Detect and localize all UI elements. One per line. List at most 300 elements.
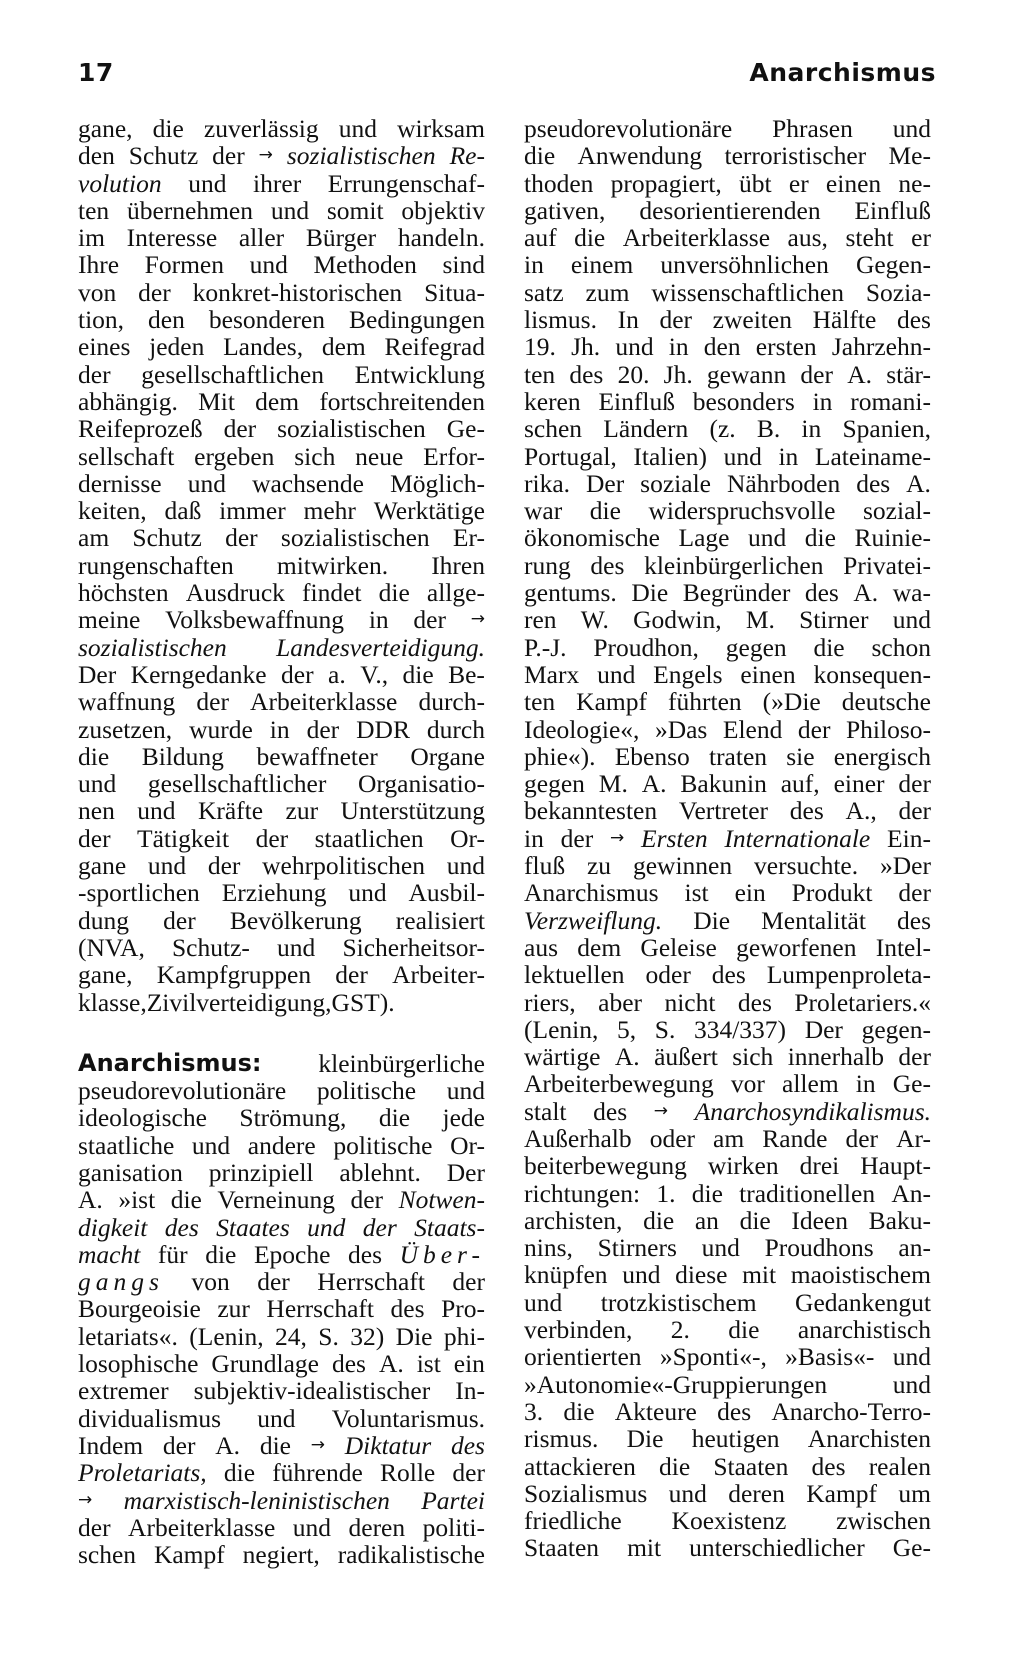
word: ideologische bbox=[78, 1103, 207, 1133]
word: richtungen: bbox=[524, 1178, 641, 1208]
word: wissenschaftlichen bbox=[651, 277, 844, 307]
text-line bbox=[78, 333, 485, 360]
word: P.-J. bbox=[524, 632, 567, 662]
running-title: Anarchismus bbox=[749, 58, 936, 87]
word: A., bbox=[845, 796, 877, 826]
word: Methoden bbox=[313, 250, 417, 280]
word: besonders bbox=[692, 386, 795, 416]
word: bewaffneter bbox=[256, 741, 378, 771]
word: und bbox=[187, 468, 226, 498]
text-line bbox=[78, 1459, 485, 1486]
word: in bbox=[778, 441, 799, 471]
word: (z. bbox=[709, 414, 736, 444]
word: somit bbox=[326, 195, 384, 225]
word: der bbox=[138, 277, 171, 307]
word: B. bbox=[756, 414, 781, 444]
word: schen bbox=[78, 1540, 137, 1570]
word: mit bbox=[627, 1533, 662, 1563]
word: (Lenin, bbox=[189, 1321, 264, 1351]
text-line bbox=[78, 197, 485, 224]
word: des bbox=[737, 987, 772, 1017]
word: Hälfte bbox=[812, 305, 877, 335]
word: widerspruchsvolle bbox=[648, 496, 836, 526]
word: In bbox=[617, 305, 639, 335]
word: daß bbox=[164, 496, 202, 526]
word: Bedingungen bbox=[349, 305, 485, 335]
word: der bbox=[898, 878, 931, 908]
text-line bbox=[78, 879, 485, 906]
word: Ideologie«, bbox=[524, 714, 640, 744]
word: schon bbox=[871, 632, 931, 662]
word: führten bbox=[668, 687, 742, 717]
word: Epoche bbox=[253, 1239, 331, 1269]
text-line bbox=[78, 1159, 485, 1186]
word: volution bbox=[78, 168, 162, 198]
word: und bbox=[249, 250, 288, 280]
word: Anarchismus bbox=[524, 878, 659, 908]
word: der bbox=[659, 305, 693, 335]
word: Begründer bbox=[682, 578, 791, 608]
word: Herrschaft bbox=[317, 1267, 425, 1297]
word: orientierten bbox=[524, 1342, 642, 1372]
word: Staats- bbox=[414, 1212, 485, 1242]
word: dem bbox=[577, 932, 622, 962]
word: macht bbox=[78, 1239, 141, 1269]
word: Die bbox=[395, 1321, 433, 1351]
text-line bbox=[524, 1016, 931, 1043]
word: Ausbil- bbox=[408, 878, 485, 908]
word: und bbox=[338, 114, 378, 143]
word: unterschiedlicher bbox=[689, 1533, 865, 1563]
word: die bbox=[563, 1396, 595, 1426]
word: wehrpolitischen bbox=[262, 851, 425, 881]
word: in bbox=[801, 414, 822, 444]
text-line bbox=[78, 306, 485, 333]
text-line bbox=[524, 797, 931, 824]
word: subjektiv-idealistischer bbox=[193, 1376, 431, 1406]
word: Arbeiterklasse bbox=[622, 223, 771, 253]
word: gegen- bbox=[861, 1014, 931, 1044]
word: 20. bbox=[617, 359, 650, 389]
word: aus bbox=[524, 932, 558, 962]
word: Situa- bbox=[424, 277, 485, 307]
word: A. bbox=[641, 769, 667, 799]
word: des bbox=[590, 550, 625, 580]
word: und bbox=[446, 1076, 485, 1106]
word: a. bbox=[328, 659, 346, 689]
word: eines bbox=[78, 332, 131, 362]
word: politi- bbox=[422, 1512, 485, 1542]
word: Entwicklung bbox=[354, 359, 485, 389]
word: staatlichen bbox=[314, 823, 424, 853]
word: Schutz bbox=[128, 141, 199, 171]
word: politische bbox=[333, 1130, 433, 1160]
text-line bbox=[78, 1323, 485, 1350]
word: allem bbox=[782, 1069, 839, 1099]
word: Arbeiter- bbox=[392, 960, 485, 990]
word: rismus. bbox=[524, 1424, 599, 1454]
word: trotzkistischem bbox=[600, 1287, 757, 1317]
text-line bbox=[78, 415, 485, 442]
text-line bbox=[78, 743, 485, 770]
word: A. bbox=[215, 1430, 241, 1460]
word: in bbox=[368, 605, 389, 635]
word: dernisse bbox=[78, 468, 162, 498]
text-line bbox=[78, 251, 485, 278]
text-line bbox=[524, 524, 931, 551]
text-line bbox=[524, 1425, 931, 1452]
word: »Autonomie«-Gruppierungen bbox=[524, 1369, 828, 1399]
word: verbinden, bbox=[524, 1315, 633, 1345]
word: A. bbox=[614, 1042, 640, 1072]
word: nins, bbox=[524, 1233, 573, 1263]
word: den bbox=[78, 141, 115, 171]
word: 19. bbox=[524, 332, 556, 362]
text-line bbox=[524, 606, 931, 633]
cross-reference-arrow: → bbox=[310, 1434, 325, 1455]
word: 1. bbox=[656, 1178, 676, 1208]
text-line bbox=[78, 1432, 485, 1459]
word: satz bbox=[524, 277, 564, 307]
word: Errungenschaf- bbox=[327, 168, 485, 198]
word: der bbox=[452, 1458, 485, 1488]
text-line bbox=[524, 879, 931, 906]
word: Ar- bbox=[896, 1123, 931, 1153]
word: losophische bbox=[78, 1349, 199, 1379]
word: die bbox=[643, 1205, 675, 1235]
word: mitwirken. bbox=[276, 550, 389, 580]
word: keiten, bbox=[78, 496, 147, 526]
word: die bbox=[378, 578, 410, 608]
word: ganisation bbox=[78, 1157, 183, 1187]
word: der bbox=[207, 851, 241, 881]
text-line bbox=[524, 470, 931, 497]
word: »Basis«- bbox=[785, 1342, 875, 1372]
word: die bbox=[378, 1103, 411, 1133]
word: die bbox=[259, 1430, 291, 1460]
word: wirksam bbox=[397, 114, 485, 143]
word: terroristischer bbox=[724, 141, 867, 171]
word: handeln. bbox=[397, 223, 485, 253]
text-line bbox=[78, 1487, 485, 1514]
word: rungenschaften bbox=[78, 550, 234, 580]
word: Staaten bbox=[713, 1451, 789, 1481]
word: Proudhon, bbox=[593, 632, 699, 662]
word: dung bbox=[78, 905, 129, 935]
word: oder bbox=[649, 1123, 695, 1153]
cross-reference-arrow: → bbox=[653, 1100, 669, 1121]
word: ein bbox=[453, 1349, 485, 1379]
word: thoden bbox=[524, 168, 594, 198]
word: A. bbox=[853, 578, 879, 608]
word: Der bbox=[446, 1157, 485, 1187]
paragraph-gap bbox=[78, 1016, 485, 1050]
text-line bbox=[524, 1453, 931, 1480]
word: der bbox=[162, 1430, 196, 1460]
cross-reference-arrow: → bbox=[470, 609, 485, 630]
word: Or- bbox=[450, 823, 485, 853]
word: und bbox=[270, 195, 310, 225]
word: und bbox=[748, 523, 787, 553]
word: Indem bbox=[78, 1430, 144, 1460]
word: Bildung bbox=[141, 741, 224, 771]
word: der bbox=[78, 1512, 111, 1542]
word: die bbox=[152, 114, 184, 143]
word: der bbox=[898, 1042, 931, 1072]
word: und bbox=[277, 932, 316, 962]
word: wa- bbox=[892, 578, 931, 608]
word: des bbox=[717, 1396, 752, 1426]
text-line bbox=[524, 688, 931, 715]
word: und bbox=[292, 1512, 332, 1542]
text-line bbox=[78, 934, 485, 961]
word: politische bbox=[316, 1076, 417, 1106]
word: drei bbox=[799, 1151, 840, 1181]
word: lektuellen bbox=[524, 960, 625, 990]
word: der bbox=[845, 1123, 879, 1153]
word: sozialistischen bbox=[286, 141, 436, 171]
word: realen bbox=[868, 1451, 931, 1481]
word: des bbox=[390, 1294, 425, 1324]
text-line bbox=[78, 170, 485, 197]
word: der bbox=[452, 1267, 485, 1297]
word: die bbox=[223, 1458, 256, 1488]
word: 5, bbox=[617, 1014, 637, 1044]
word: wirken bbox=[707, 1151, 779, 1181]
text-line bbox=[524, 361, 931, 388]
word: ten bbox=[524, 359, 556, 389]
word: (»Die bbox=[762, 687, 821, 717]
word: Kampf bbox=[153, 1540, 225, 1570]
word: Die bbox=[626, 1424, 664, 1454]
word: realisiert bbox=[395, 905, 485, 935]
word: 32) bbox=[350, 1321, 385, 1351]
word: der bbox=[225, 523, 258, 553]
word: heutigen bbox=[691, 1424, 780, 1454]
word: Unterstützung bbox=[340, 796, 485, 826]
word: extremer bbox=[78, 1376, 169, 1406]
word: die bbox=[524, 141, 556, 171]
word: in bbox=[524, 823, 544, 853]
word: sozialistischen bbox=[78, 632, 227, 662]
word: Jh. bbox=[571, 332, 601, 362]
word: mit bbox=[742, 1260, 777, 1290]
word: Koexistenz bbox=[671, 1506, 787, 1536]
cross-reference-arrow: → bbox=[78, 1489, 93, 1510]
word: Verzweiflung. bbox=[524, 905, 663, 935]
word: (Lenin, bbox=[524, 1014, 599, 1044]
word: »Sponti«-, bbox=[659, 1342, 767, 1372]
word: am bbox=[78, 523, 110, 553]
text-line bbox=[524, 1371, 931, 1398]
word: zwischen bbox=[836, 1506, 931, 1536]
word: ist bbox=[416, 1349, 441, 1379]
word: die bbox=[78, 741, 110, 771]
word: Bürger bbox=[305, 223, 377, 253]
word: der bbox=[413, 605, 446, 635]
text-line bbox=[524, 934, 931, 961]
text-line bbox=[78, 1514, 485, 1541]
word: GST). bbox=[331, 987, 395, 1017]
word: Gegen- bbox=[855, 250, 931, 280]
word: sozial- bbox=[863, 496, 931, 526]
word: und bbox=[615, 332, 654, 362]
word: Be- bbox=[448, 659, 485, 689]
text-line bbox=[78, 961, 485, 988]
word: im bbox=[78, 223, 105, 253]
word: des bbox=[897, 905, 931, 935]
word: einen bbox=[740, 659, 796, 689]
text-line bbox=[524, 115, 931, 142]
text-line bbox=[524, 1261, 931, 1288]
word: Sozialismus bbox=[524, 1478, 648, 1508]
text-line bbox=[78, 1241, 485, 1268]
word: A. bbox=[378, 1349, 404, 1379]
word: Anarcho-Terro- bbox=[771, 1396, 931, 1426]
word: zur bbox=[285, 796, 319, 826]
text-line bbox=[524, 388, 931, 415]
word: kleinbürgerliche bbox=[318, 1048, 485, 1078]
text-line bbox=[78, 989, 485, 1016]
word: um bbox=[898, 1478, 931, 1508]
word: An- bbox=[891, 1178, 931, 1208]
word: gesellschaftlicher bbox=[147, 769, 327, 799]
running-head bbox=[78, 58, 936, 87]
word: Mit bbox=[198, 386, 235, 416]
word: maoistischem bbox=[790, 1260, 931, 1290]
text-line bbox=[78, 606, 485, 633]
text-line bbox=[524, 251, 931, 278]
word: Re- bbox=[449, 141, 485, 171]
left-column bbox=[78, 115, 485, 1568]
word: Akteure bbox=[614, 1396, 697, 1426]
word: steht bbox=[845, 223, 894, 253]
word: Landesverteidigung. bbox=[276, 632, 485, 662]
word: und bbox=[307, 1212, 346, 1242]
word: übt bbox=[739, 168, 772, 198]
text-line bbox=[524, 1507, 931, 1534]
text-line bbox=[524, 1316, 931, 1343]
word: zuverlässig bbox=[203, 114, 319, 143]
text-line bbox=[524, 770, 931, 797]
word: und bbox=[597, 659, 636, 689]
word: Elend bbox=[722, 714, 783, 744]
word: stär- bbox=[886, 359, 931, 389]
word: Or- bbox=[450, 1130, 485, 1160]
word: auf bbox=[524, 223, 557, 253]
word: letariats«. bbox=[78, 1321, 178, 1351]
word: des bbox=[811, 1451, 846, 1481]
word: dem bbox=[255, 386, 300, 416]
word: ten bbox=[524, 687, 556, 717]
word: gane, bbox=[78, 960, 133, 990]
word: Grundlage bbox=[211, 1349, 320, 1379]
text-line bbox=[78, 907, 485, 934]
word: den bbox=[148, 305, 185, 335]
word: der bbox=[898, 796, 931, 826]
word: prinzipiell bbox=[208, 1157, 314, 1187]
text-line bbox=[524, 1180, 931, 1207]
word: Kampf bbox=[576, 687, 647, 717]
text-line bbox=[524, 1343, 931, 1370]
text-line bbox=[524, 333, 931, 360]
word: Kräfte bbox=[197, 796, 264, 826]
word: Lateiname- bbox=[814, 441, 931, 471]
word: und bbox=[147, 851, 187, 881]
word: Phrasen bbox=[772, 114, 853, 143]
text-line bbox=[78, 1214, 485, 1241]
word: Verneinung bbox=[217, 1185, 335, 1215]
word: Anwendung bbox=[577, 141, 703, 171]
word: wurde bbox=[189, 714, 253, 744]
word: Interesse bbox=[126, 223, 218, 253]
word: meine bbox=[78, 605, 141, 635]
word: Ihren bbox=[431, 550, 485, 580]
word: »Das bbox=[654, 714, 708, 744]
word: und bbox=[348, 878, 387, 908]
word: der bbox=[196, 687, 229, 717]
word: Herrschaft bbox=[266, 1294, 375, 1324]
word: gewinnen bbox=[632, 851, 733, 881]
word: nen bbox=[78, 796, 115, 826]
text-line bbox=[524, 279, 931, 306]
word: gewann bbox=[706, 359, 787, 389]
text-line bbox=[524, 1480, 931, 1507]
word: durch bbox=[426, 714, 485, 744]
word: jeden bbox=[149, 332, 205, 362]
word: fluß bbox=[524, 851, 566, 881]
word: unversöhnlichen bbox=[660, 250, 829, 280]
word: zweiten bbox=[712, 305, 792, 335]
word: andere bbox=[247, 1130, 316, 1160]
word: und bbox=[446, 851, 485, 881]
word: digkeit bbox=[78, 1212, 148, 1242]
word: Engels bbox=[653, 659, 723, 689]
word: Italien) bbox=[633, 441, 708, 471]
text-line bbox=[524, 224, 931, 251]
text-line bbox=[524, 579, 931, 606]
word: gane, bbox=[78, 114, 133, 143]
word: und bbox=[723, 441, 762, 471]
text-line bbox=[78, 1104, 485, 1131]
word: attackieren bbox=[524, 1451, 636, 1481]
word: Der bbox=[78, 659, 117, 689]
word: klasse, bbox=[78, 987, 147, 1017]
text-line bbox=[524, 825, 931, 852]
word: Werktätige bbox=[373, 496, 485, 526]
word: Haupt- bbox=[860, 1151, 931, 1181]
word: W. bbox=[580, 605, 609, 635]
text-line bbox=[78, 1541, 485, 1568]
word: Außerhalb bbox=[524, 1123, 632, 1153]
word: und bbox=[892, 605, 931, 635]
word: mehr bbox=[303, 496, 356, 526]
word: Ihre bbox=[78, 250, 120, 280]
text-line bbox=[78, 1186, 485, 1213]
word: pseudorevolutionäre bbox=[78, 1076, 287, 1106]
text-line bbox=[78, 1077, 485, 1104]
text-line bbox=[524, 552, 931, 579]
word: ist bbox=[684, 878, 709, 908]
word: tion, bbox=[78, 305, 125, 335]
word: der bbox=[255, 823, 289, 853]
word: ne- bbox=[898, 168, 931, 198]
word: Proletariats, bbox=[78, 1458, 207, 1488]
word: Rolle bbox=[379, 1458, 436, 1488]
word: Lumpenproleta- bbox=[766, 960, 931, 990]
word: sich bbox=[294, 441, 336, 471]
word: A. bbox=[847, 359, 872, 389]
